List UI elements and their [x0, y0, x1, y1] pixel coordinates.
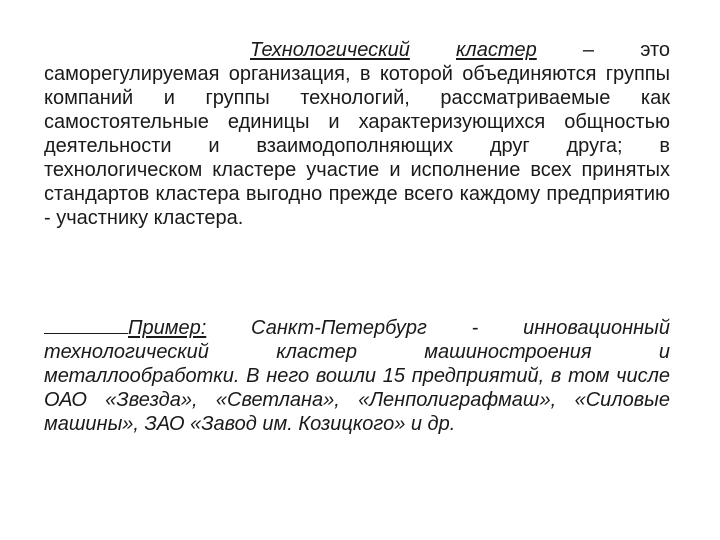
- leading-underline: [44, 316, 128, 334]
- definition-text: это саморегулируемая организация, в которой объединяются группы компаний и группы технологий, рассматриваемые как самостоятельные единицы и характеризующихся общностью деятельности и взаимодополняющих друг друга; в технологическом кластере участие и исполнение всех принятых стандартов кластера выгодно прежде всего каждому предприятию - участнику кластера.: [44, 39, 671, 229]
- example-label: Пример:: [128, 317, 207, 339]
- example-paragraph: [44, 316, 670, 436]
- definition-paragraph: [44, 38, 670, 230]
- term-cluster: кластер: [455, 39, 537, 61]
- definition-dash: –: [582, 39, 595, 61]
- example-text: Санкт-Петербург - инновационный технологический кластер машиностроения и металлообработки. В него вошли 15 предприятий, в том числе ОАО «Звезда», «Светлана», «Ленполиграфмаш», «Силовые машины», ЗАО «Завод им. Козицкого» и др.: [44, 317, 670, 435]
- term-technological: Технологический: [250, 39, 410, 61]
